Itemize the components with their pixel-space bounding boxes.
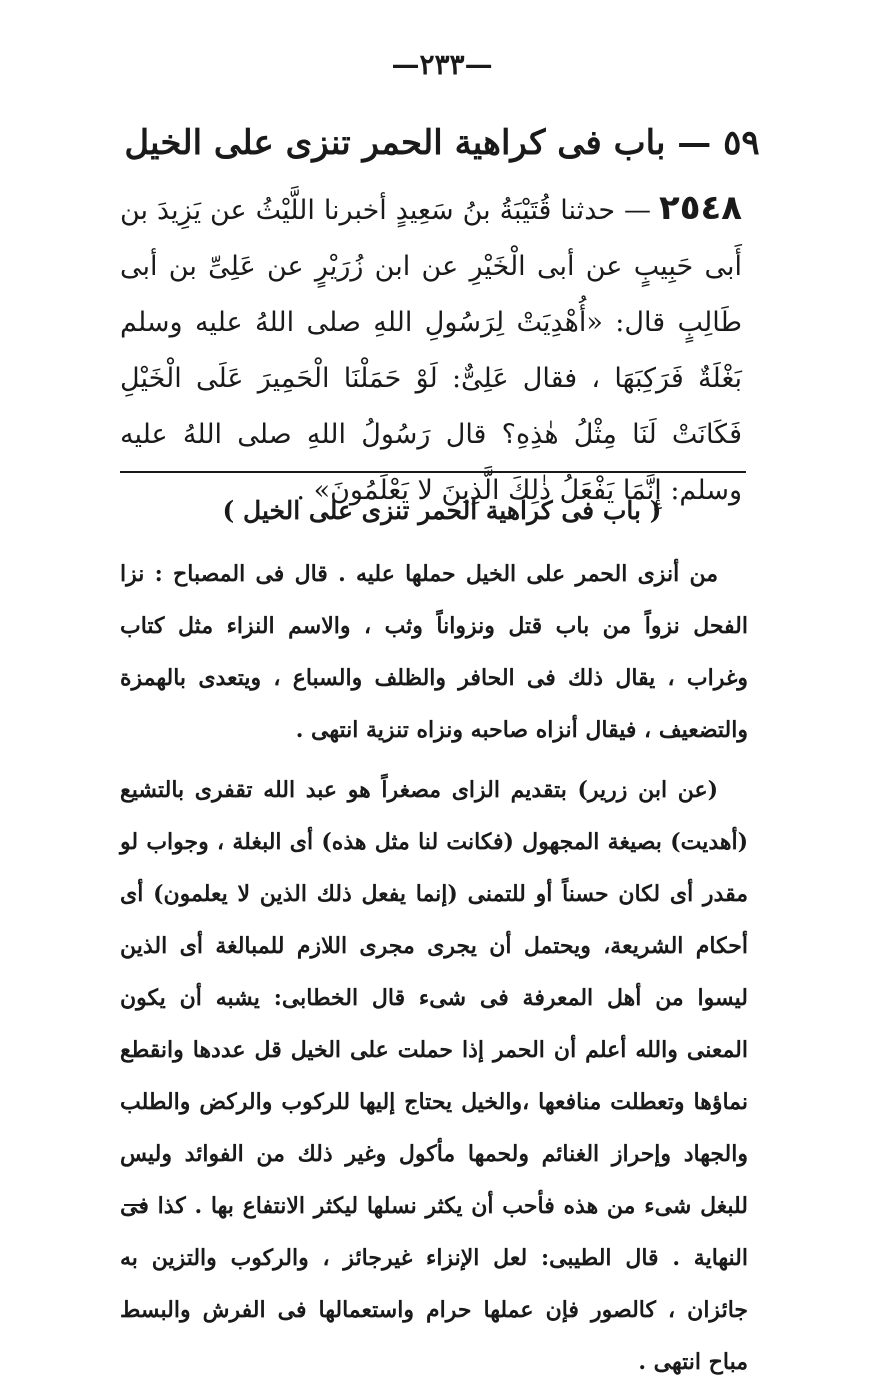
section-divider — [120, 471, 746, 473]
commentary-paragraph: من أنزى الحمر على الخيل حملها عليه . قال فى المصباح : نزا الفحل نزواً من باب قتل ونزواناً وثب ، والاسم النزاء مثل كتاب وغراب ، يقال ذلك فى الحافر والظلف والسباع ، ويتعدى بالهمزة والتضعيف ، فيقال أنزاه صاحبه ونزاه تنزية انتهى . — [120, 561, 748, 743]
footer-dash — [124, 1204, 146, 1206]
hadith-block — [120, 180, 742, 519]
commentary-heading: ( باب فى كراهية الحمر تنزى على الخيل ) — [222, 496, 662, 525]
hadith-number: ٢٥٤٨ — [658, 188, 742, 228]
chapter-heading: ٥٩ — باب فى كراهية الحمر تنزى على الخيل — [124, 123, 760, 163]
commentary-paragraph: (عن ابن زرير) بتقديم الزاى مصغراً هو عبد الله تقفرى بالتشيع (أهديت) بصيغة المجهول (فكانت لنا مثل هذه) أى البغلة ، وجواب لو مقدر أى لكان حسناً أو للتمنى (إنما يفعل ذلك الذين لا يعلمون) أى أحكام الشريعة، ويحتمل أن يجرى مجرى اللازم للمبالغة أى الذين ليسوا من أهل المعرفة فى شىء قال الخطابى: يشبه أن يكون المعنى والله أعلم أن الحمر إذا حملت على الخيل قل عددها وانقطع نماؤها وتعطلت منافعها ،والخيل يحتاج إليها للركوب والركض والطلب والجهاد وإحراز الغنائم ولحمها مأكول وغير ذلك من الفوائد وليس للبغل شىء من هذه فأحب أن يكثر نسلها ليكثر الانتفاع بها . كذا فى النهاية . قال الطيبى: لعل الإنزاء غيرجائز ، والركوب والتزين به جائزان ، كالصور فإن عملها حرام واستعمالها فى الفرش والبسط مباح انتهى . — [120, 777, 748, 1375]
commentary-block — [120, 548, 748, 1396]
page-number: —٢٣٣— — [391, 48, 493, 81]
hadith-text: — حدثنا قُتَيْبَةُ بنُ سَعِيدٍ أخبرنا اللَّيْثُ عن يَزِيدَ بن أَبى حَبِيبٍ عن أبى الْخَيْرِ عن ابن زُرَيْرٍ عن عَلِىِّ بن أبى طَالِبٍ قال: «أُهْدِيَتْ لِرَسُولِ اللهِ صلى اللهُ عليه وسلم بَغْلَةٌ فَرَكِبَهَا ، فقال عَلِىٌّ: لَوْ حَمَلْنَا الْحَمِيرَ عَلَى الْخَيْلِ فَكَانَتْ لَنَا مِثْلُ هٰذِهِ؟ قال رَسُولُ اللهِ صلى اللهُ عليه وسلم: إِنَّمَا يَفْعَلُ ذٰلِكَ الَّذِينَ لا يَعْلَمُونَ» . — [120, 195, 742, 506]
